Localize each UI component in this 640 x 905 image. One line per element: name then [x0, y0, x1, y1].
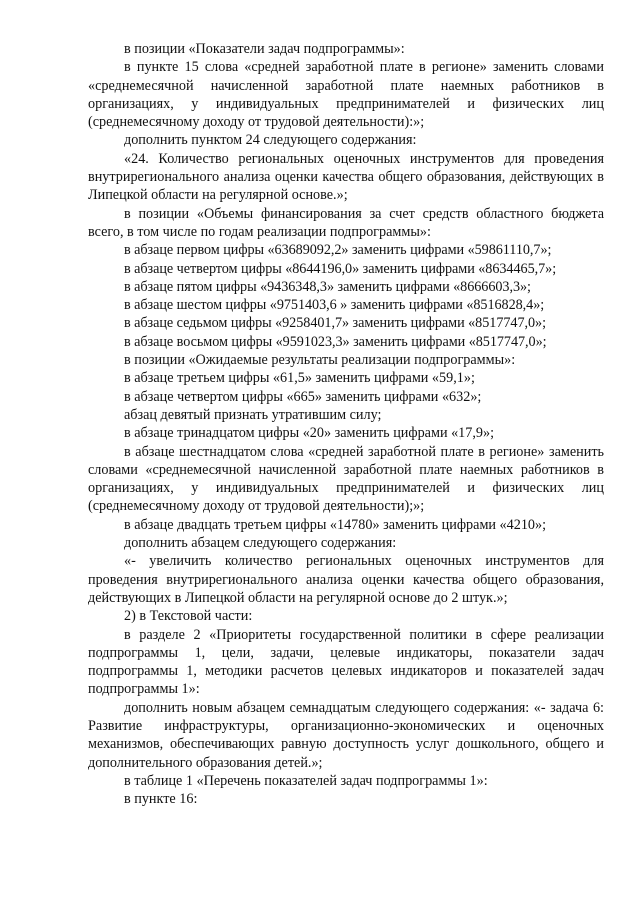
paragraph-12: в позиции «Ожидаемые результаты реализации подпрограммы»:	[124, 352, 516, 369]
paragraph-16: в абзаце тринадцатом цифры «20» заменить цифрами «17,9»;	[124, 425, 495, 442]
paragraph-14: в абзаце четвертом цифры «665» заменить цифрами «632»;	[124, 388, 482, 405]
paragraph-11: в абзаце восьмом цифры «9591023,3» заменить цифрами «8517747,0»;	[124, 333, 547, 350]
document-page	[88, 40, 604, 808]
paragraph-6: в абзаце первом цифры «63689092,2» заменить цифрами «59861110,7»;	[124, 242, 552, 259]
paragraph-20: «- увеличить количество региональных оценочных инструментов для проведения внутрирегионального анализа оценки качества общего образования, действующих в Липецкой области на регулярной основе до 2 штук.»;	[88, 553, 604, 606]
paragraph-23: дополнить новым абзацем семнадцатым следующего содержания: «- задача 6: Развитие инфраструктуры, организационно-экономических и оценочных механизмов, обеспечивающих равную доступность услуг дошкольного, общего и дополнительного образования детей.»;	[88, 699, 604, 771]
paragraph-10: в абзаце седьмом цифры «9258401,7» заменить цифрами «8517747,0»;	[124, 315, 546, 332]
paragraph-4: «24. Количество региональных оценочных инструментов для проведения внутрирегионального анализа оценки качества общего образования, действующих в Липецкой области на регулярной основе.»;	[88, 150, 604, 204]
paragraph-7: в абзаце четвертом цифры «8644196,0» заменить цифрами «8634465,7»;	[124, 260, 557, 277]
paragraph-3: дополнить пунктом 24 следующего содержания:	[124, 132, 417, 149]
paragraph-5: в позиции «Объемы финансирования за счет средств областного бюджета всего, в том числе по годам реализации подпрограммы»:	[88, 205, 604, 240]
paragraph-21: 2) в Текстовой части:	[124, 608, 253, 625]
paragraph-9: в абзаце шестом цифры «9751403,6 » заменить цифрами «8516828,4»;	[124, 297, 545, 314]
paragraph-19: дополнить абзацем следующего содержания:	[124, 535, 397, 552]
paragraph-18: в абзаце двадцать третьем цифры «14780» заменить цифрами «4210»;	[124, 516, 547, 533]
paragraph-2: в пункте 15 слова «средней заработной плате в регионе» заменить словами «среднемесячной начисленной заработной плате наемных работников в организациях, у индивидуальных предпринимателей и физических лиц (среднемесячному доходу от трудовой деятельности):»;	[88, 59, 604, 131]
paragraph-15: абзац девятый признать утратившим силу;	[124, 406, 382, 423]
paragraph-1: в позиции «Показатели задач подпрограммы»:	[124, 41, 405, 57]
paragraph-25: в пункте 16:	[124, 791, 198, 808]
paragraph-17: в абзаце шестнадцатом слова «средней заработной плате в регионе» заменить словами «среднемесячной начисленной заработной плате наемных работников в организациях, у индивидуальных предпринимателей и физических лиц (среднемесячному доходу от трудовой деятельности);»;	[88, 443, 604, 515]
paragraph-24: в таблице 1 «Перечень показателей задач подпрограммы 1»:	[124, 772, 488, 789]
paragraph-13: в абзаце третьем цифры «61,5» заменить цифрами «59,1»;	[124, 370, 475, 387]
paragraph-22: в разделе 2 «Приоритеты государственной политики в сфере реализации подпрограммы 1, цели, задачи, целевые индикаторы, показатели задач подпрограммы 1, методики расчетов целевых индикаторов и показателей задач подпрограммы 1»:	[88, 626, 604, 698]
paragraph-8: в абзаце пятом цифры «9436348,3» заменить цифрами «8666603,3»;	[124, 278, 531, 295]
